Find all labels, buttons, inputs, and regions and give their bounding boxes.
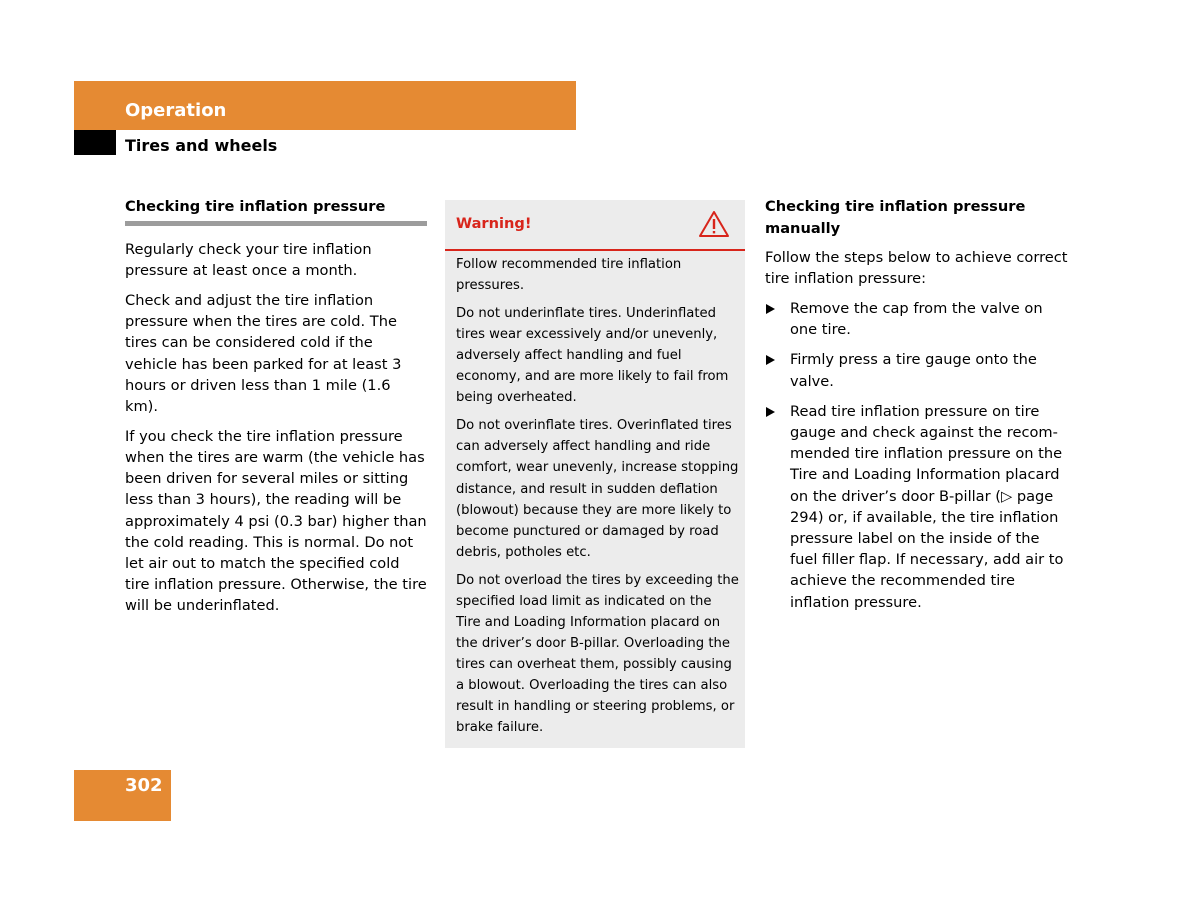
- right-heading: Checking tire inflation pressure manually: [765, 198, 1026, 237]
- right-intro: Follow the steps below to achieve correct tire inflation pressure:: [765, 249, 1068, 288]
- left-paragraph-3: If you check the tire inflation pressure when the tires are warm (the vehicle has been driven for several miles or sitting less than 3 hours), the reading will be approximately 4 psi (0.3 bar) higher than the cold reading. This is normal. Do not let air out to match the specified cold tire inflation pressure. Otherwise, the tire will be underinflated.: [125, 427, 427, 615]
- left-paragraph-2: Check and adjust the tire inflation pressure when the tires are cold. The tires can be considered cold if the vehicle has been parked for at least 3 hours or driven less than 1 mile (1.6 km).: [125, 292, 402, 416]
- warning-paragraph-1: Follow recommended tire inflation pressures.: [456, 257, 682, 294]
- warning-body: [456, 254, 740, 745]
- step-item: [765, 349, 1070, 391]
- step-text: Read tire inflation pressure on tire gauge and check against the recommended tire inflation pressure on the Tire and Loading Information placard on the driver’s door B-pillar (▷ page 294) or, if available, the tire inflation pressure label on the inside of the fuel filler flap. If necessary, add air to achieve the recommended tire inflation pressure.: [790, 402, 1064, 611]
- step-text: Remove the cap from the valve on one tire.: [790, 300, 1043, 339]
- step-item: [765, 298, 1070, 340]
- warning-paragraph-4: Do not overload the tires by exceeding the specified load limit as indicated on the Tire and Loading Information placard on the driver’s door B-pillar. Overloading the tires can overheat them, possibly causing a blowout. Overloading the tires can also result in handling or steering problems, or brake failure.: [456, 572, 739, 736]
- page-number: 302: [125, 775, 163, 796]
- triangle-bullet-icon: [766, 407, 775, 417]
- subsection-marker: [74, 130, 116, 155]
- triangle-bullet-icon: [766, 355, 775, 365]
- left-heading: Checking tire inflation pressure: [125, 196, 427, 226]
- step-text: Firmly press a tire gauge onto the valve.: [790, 351, 1037, 390]
- left-paragraph-1: Regularly check your tire inflation pressure at least once a month.: [125, 241, 372, 280]
- section-title: Operation: [125, 100, 227, 121]
- warning-triangle-icon: [698, 210, 730, 238]
- right-column: [765, 196, 1070, 622]
- left-column: [125, 196, 427, 625]
- warning-label: Warning!: [456, 215, 532, 232]
- warning-header: [445, 200, 745, 251]
- subsection-title: Tires and wheels: [125, 136, 278, 155]
- warning-paragraph-2: Do not underinflate tires. Underinflated tires wear excessively and/or unevenly, adversely affect handling and fuel economy, and are more likely to fail from being overheated.: [456, 305, 729, 406]
- warning-box: [445, 200, 745, 748]
- warning-paragraph-3: Do not overinflate tires. Overinflated tires can adversely affect handling and ride comfort, wear unevenly, increase stopping distance, and result in sudden deflation (blowout) because they are more likely to become punctured or damaged by road debris, potholes etc.: [456, 418, 739, 560]
- triangle-bullet-icon: [766, 304, 775, 314]
- step-item: [765, 401, 1070, 613]
